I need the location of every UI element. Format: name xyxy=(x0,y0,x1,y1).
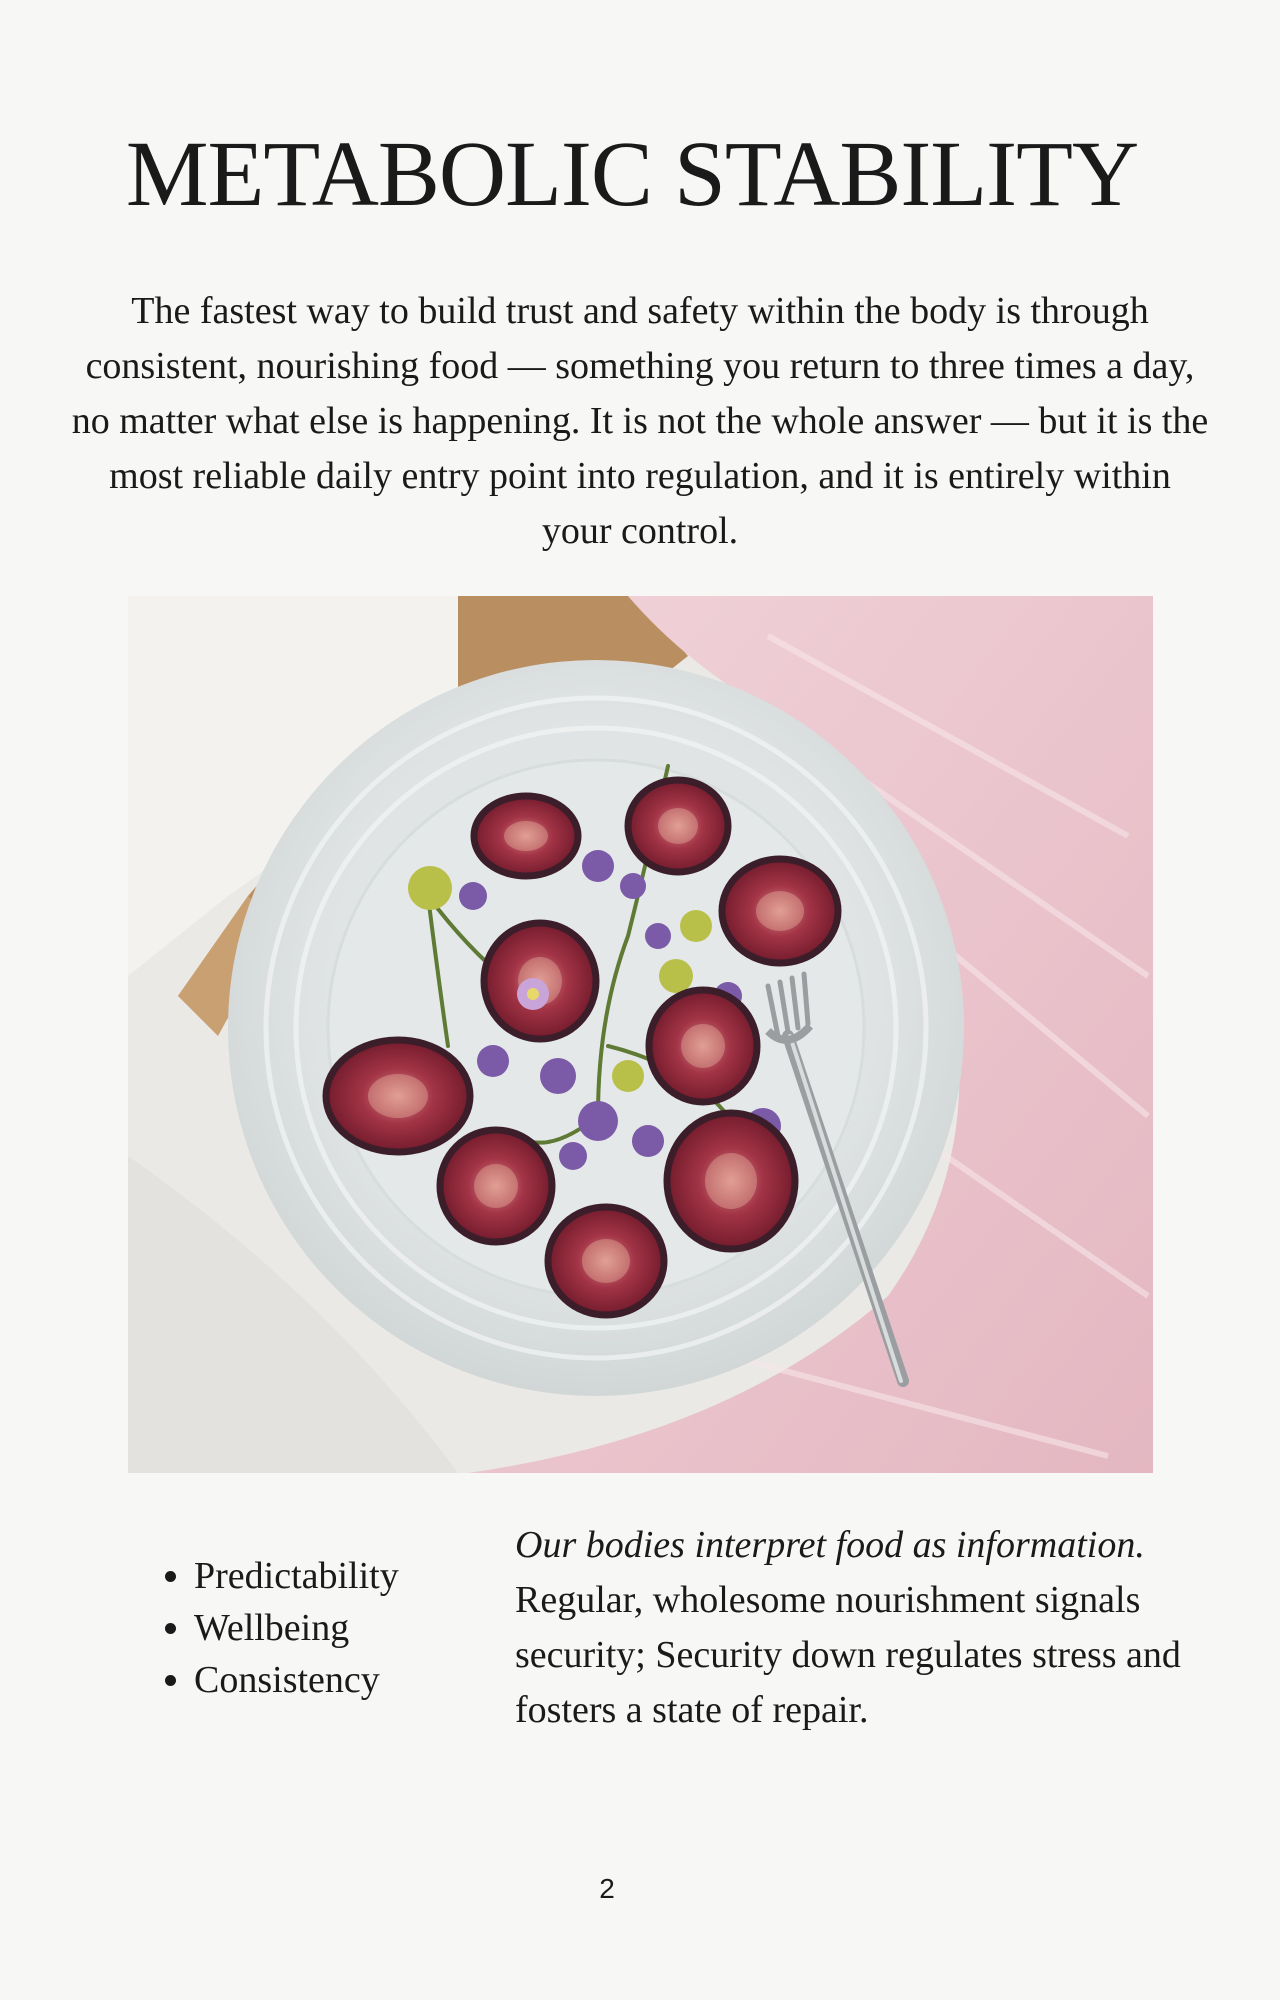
page-title: METABOLIC STABILITY xyxy=(125,123,1139,226)
body-text-block xyxy=(515,1518,1195,1738)
italic-lead-sentence: Our bodies interpret food as information. xyxy=(515,1524,1145,1566)
intro-paragraph: The fastest way to build trust and safety within the body is through consistent, nourishing food — something you return to three times a day, no matter what else is happening. It is not the whole answer — but it is the most reliable daily entry point into regulation, and it is entirely within your control. xyxy=(71,290,1209,552)
body-paragraph: Regular, wholesome nourishment signals security; Security down regulates stress and fosters a state of repair. xyxy=(515,1579,1181,1731)
list-item: • Consistency xyxy=(194,1654,399,1706)
list-item: • Wellbeing xyxy=(194,1602,399,1654)
bullet-list xyxy=(150,1550,399,1706)
list-item: • Predictability xyxy=(194,1550,399,1602)
figs-photo xyxy=(128,596,1153,1473)
page-number: 2 xyxy=(599,1873,615,1904)
